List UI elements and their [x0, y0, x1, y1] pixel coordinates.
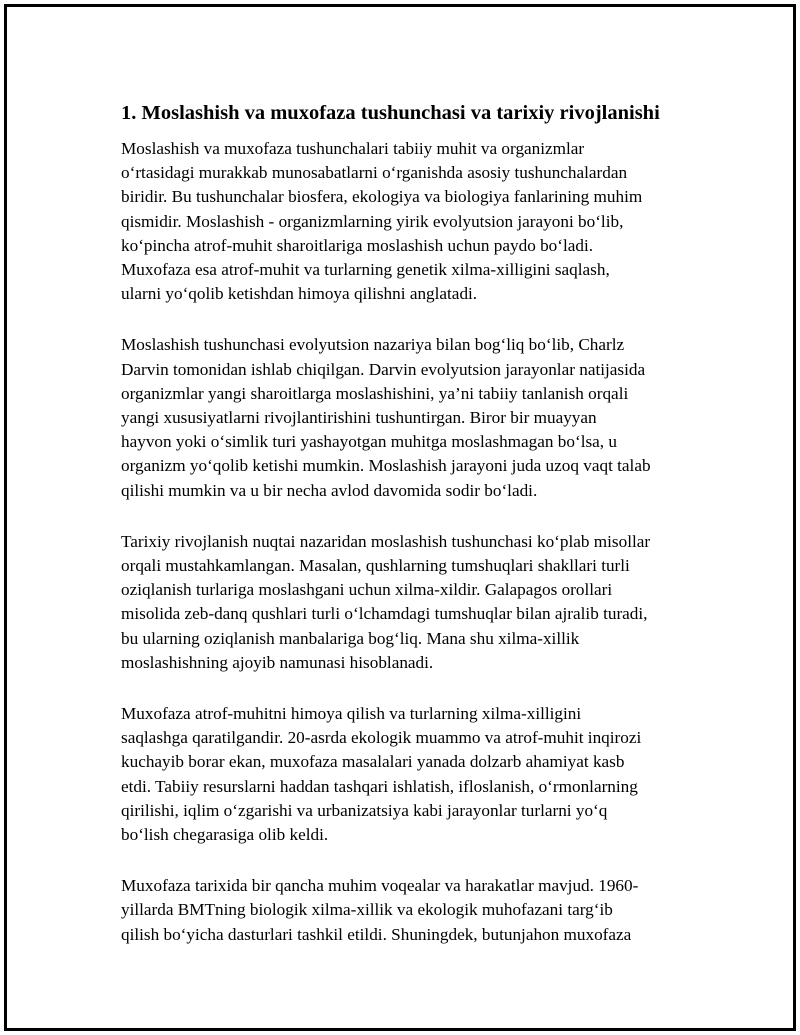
text-line: Moslashish tushunchasi evolyutsion nazariya bilan bog‘liq bo‘lib, Charlz — [121, 335, 625, 355]
paragraph — [121, 702, 701, 847]
paragraph — [121, 333, 701, 502]
text-line: oziqlanish turlariga moslashgani uchun xilma-xildir. Galapagos orollari — [121, 580, 613, 600]
text-line: qirilishi, iqlim o‘zgarishi va urbanizatsiya kabi jarayonlar turlarni yo‘q — [121, 800, 608, 820]
text-line: Darvin tomonidan ishlab chiqilgan. Darvin evolyutsion jarayonlar natijasida — [121, 359, 646, 379]
text-line: ko‘pincha atrof-muhit sharoitlariga moslashish uchun paydo bo‘ladi. — [121, 235, 594, 255]
text-line: hayvon yoki o‘simlik turi yashayotgan muhitga moslashmagan bo‘lsa, u — [121, 432, 617, 452]
document-content — [121, 99, 701, 974]
text-line: organizmlar yangi sharoitlarga moslashishini, ya’ni tabiiy tanlanish orqali — [121, 383, 629, 403]
paragraph-list — [121, 137, 701, 947]
paragraph — [121, 137, 701, 306]
document-title: 1. Moslashish va muxofaza tushunchasi va tarixiy rivojlanishi — [121, 102, 660, 124]
text-line: qilishi mumkin va u bir necha avlod davomida sodir bo‘ladi. — [121, 480, 538, 500]
text-line: yillarda BMTning biologik xilma-xillik va ekologik muhofazani targ‘ib — [121, 900, 613, 920]
text-line: misolida zeb-danq qushlari turli o‘lchamdagi tumshuqlar bilan ajralib turadi, — [121, 604, 648, 624]
text-line: moslashishning ajoyib namunasi hisoblanadi. — [121, 652, 434, 672]
text-line: qismidir. Moslashish - organizmlarning yirik evolyutsion jarayoni bo‘lib, — [121, 211, 624, 231]
text-line: qilish bo‘yicha dasturlari tashkil etildi. Shuningdek, butunjahon muxofaza — [121, 924, 632, 944]
text-line: orqali mustahkamlangan. Masalan, qushlarning tumshuqlari shakllari turli — [121, 556, 630, 576]
text-line: o‘rtasidagi murakkab munosabatlarni o‘rganishda asosiy tushunchalardan — [121, 163, 628, 183]
text-line: Moslashish va muxofaza tushunchalari tabiiy muhit va organizmlar — [121, 139, 585, 158]
page-frame — [4, 4, 796, 1031]
paragraph — [121, 874, 701, 947]
text-line: Tarixiy rivojlanish nuqtai nazaridan moslashish tushunchasi ko‘plab misollar — [121, 531, 651, 551]
text-line: Muxofaza esa atrof-muhit va turlarning genetik xilma-xilligini saqlash, — [121, 260, 610, 280]
text-line: etdi. Tabiiy resurslarni haddan tashqari ishlatish, ifloslanish, o‘rmonlarning — [121, 776, 638, 796]
text-line: bu ularning oziqlanish manbalariga bog‘liq. Mana shu xilma-xillik — [121, 628, 580, 648]
text-line: Muxofaza tarixida bir qancha muhim voqealar va harakatlar mavjud. 1960- — [121, 876, 639, 896]
text-line: bo‘lish chegarasiga olib keldi. — [121, 825, 329, 845]
text-line: ularni yo‘qolib ketishdan himoya qilishni anglatadi. — [121, 284, 478, 304]
text-line: yangi xususiyatlarni rivojlantirishini tushuntirgan. Biror bir muayyan — [121, 408, 597, 428]
text-line: saqlashga qaratilgandir. 20-asrda ekologik muammo va atrof-muhit inqirozi — [121, 728, 642, 748]
text-line: biridir. Bu tushunchalar biosfera, ekologiya va biologiya fanlarining muhim — [121, 187, 643, 207]
text-line: Muxofaza atrof-muhitni himoya qilish va turlarning xilma-xilligini — [121, 704, 582, 724]
text-line: kuchayib borar ekan, muxofaza masalalari yanada dolzarb ahamiyat kasb — [121, 752, 625, 772]
text-line: organizm yo‘qolib ketishi mumkin. Moslashish jarayoni juda uzoq vaqt talab — [121, 456, 651, 476]
paragraph — [121, 530, 701, 675]
